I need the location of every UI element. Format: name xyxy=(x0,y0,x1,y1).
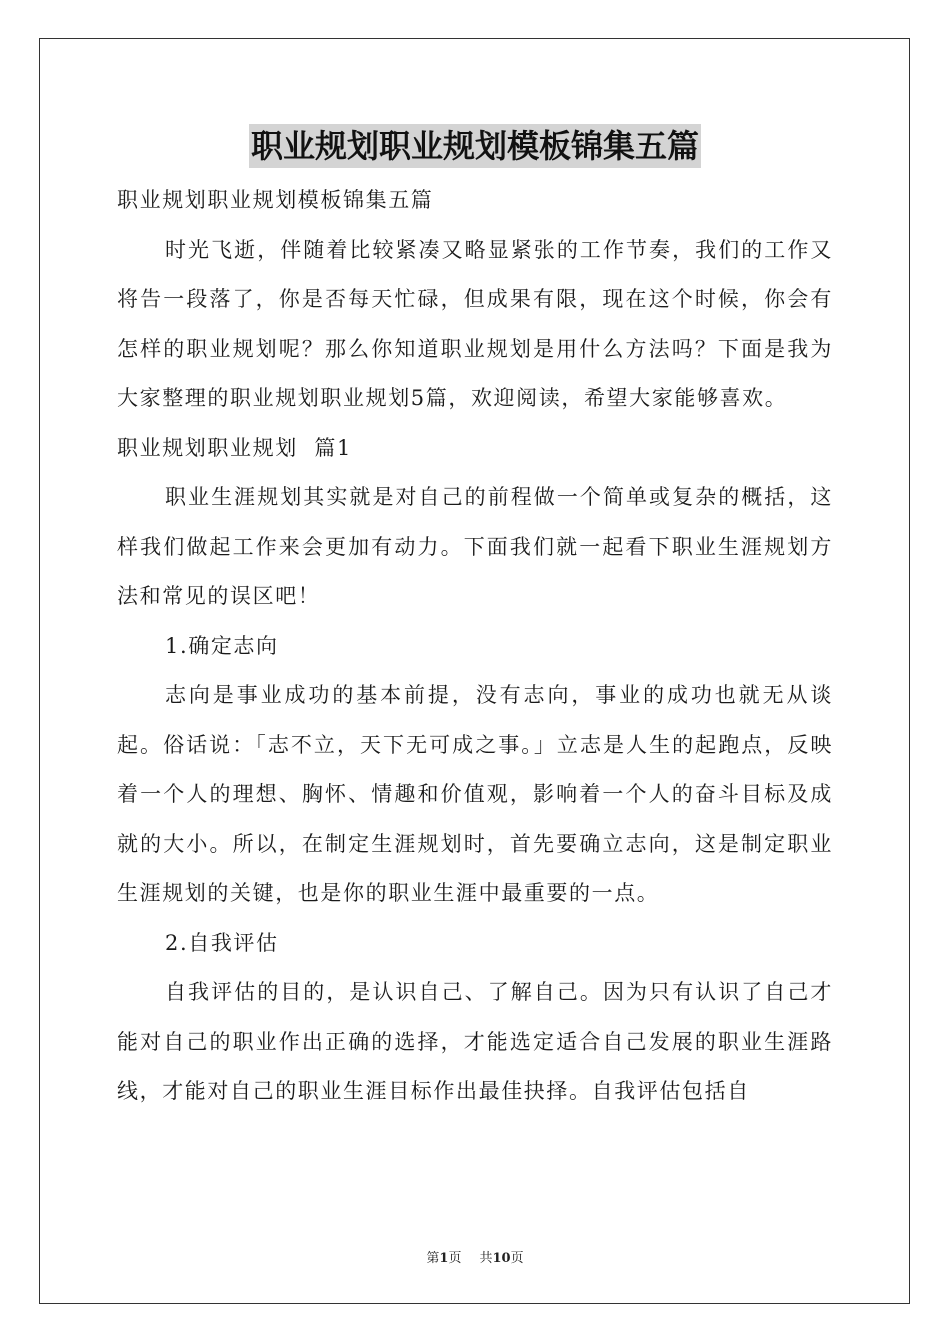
document-subtitle: 职业规划职业规划模板锦集五篇 xyxy=(117,188,434,212)
total-pages: 10 xyxy=(492,1251,511,1266)
page-suffix: 页 xyxy=(448,1251,462,1266)
document-title: 职业规划职业规划模板锦集五篇 xyxy=(249,124,701,168)
intro-paragraph: 时光飞逝，伴随着比较紧凑又略显紧张的工作节奏，我们的工作又将告一段落了，你是否每天忙碌，但成果有限，现在这个时候，你会有怎样的职业规划呢？那么你知道职业规划是用什么方法吗？下面是我为大家整理的职业规划职业规划5篇，欢迎阅读，希望大家能够喜欢。 xyxy=(117,237,833,410)
title-container xyxy=(0,124,950,168)
item-heading-1: 1.确定志向 xyxy=(165,633,279,658)
total-suffix: 页 xyxy=(510,1251,524,1266)
document-body xyxy=(117,176,833,1117)
item-paragraph-1: 志向是事业成功的基本前提，没有志向，事业的成功也就无从谈起。俗话说：「志不立，天下无可成之事。」立志是人生的起跑点，反映着一个人的理想、胸怀、情趣和价值观，影响着一个人的奋斗目标及成就的大小。所以，在制定生涯规划时，首先要确立志向，这是制定职业生涯规划的关键，也是你的职业生涯中最重要的一点。 xyxy=(117,683,833,905)
page-footer xyxy=(0,1247,950,1266)
section-paragraph: 职业生涯规划其实就是对自己的前程做一个简单或复杂的概括，这样我们做起工作来会更加有动力。下面我们就一起看下职业生涯规划方法和常见的误区吧！ xyxy=(117,485,833,608)
page-number: 1 xyxy=(439,1251,449,1266)
item-heading-2: 2.自我评估 xyxy=(165,930,279,955)
item-paragraph-2: 自我评估的目的，是认识自己、了解自己。因为只有认识了自己才能对自己的职业作出正确的选择，才能选定适合自己发展的职业生涯路线，才能对自己的职业生涯目标作出最佳抉择。自我评估包括自 xyxy=(117,980,833,1103)
total-prefix: 共 xyxy=(479,1251,493,1266)
page-prefix: 第 xyxy=(426,1251,440,1266)
section-heading: 职业规划职业规划 篇1 xyxy=(117,435,352,460)
